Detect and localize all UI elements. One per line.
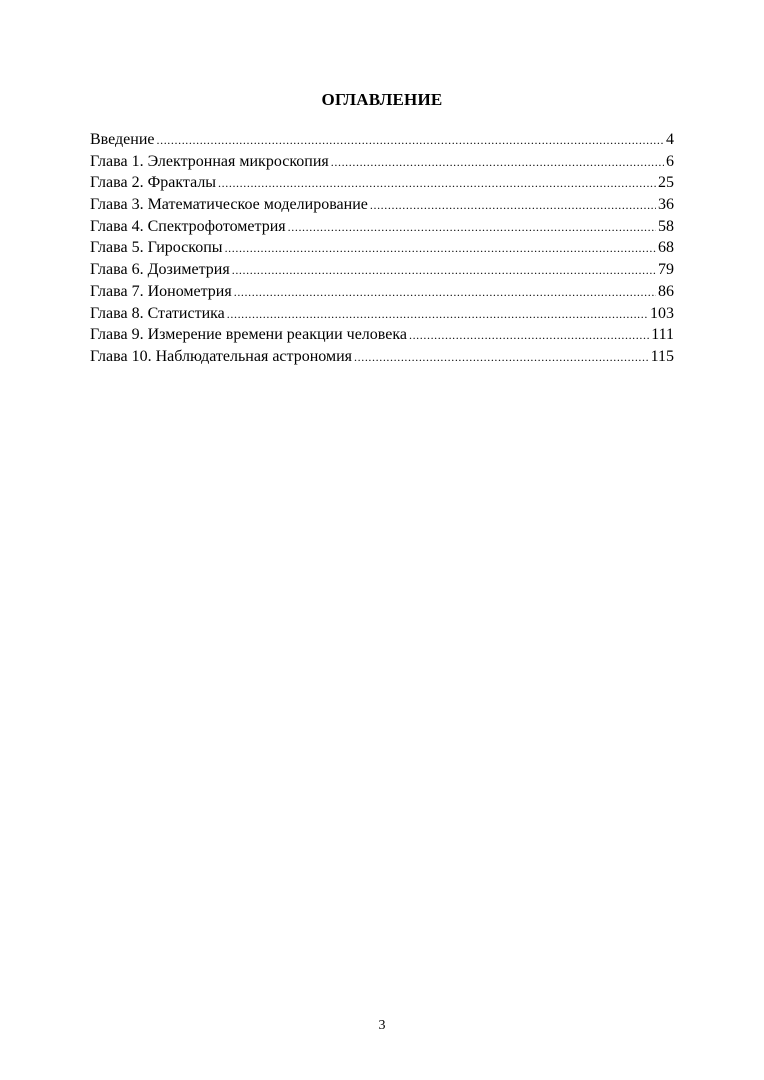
toc-entry-chapter-10[interactable]: [90, 346, 674, 368]
toc-entry-page: 115: [650, 347, 674, 365]
toc-entry-label: Введение: [90, 131, 155, 148]
toc-entry-chapter-2[interactable]: [90, 172, 674, 194]
toc-entry-chapter-6[interactable]: [90, 259, 674, 281]
toc-entry-page: 79: [658, 261, 674, 279]
toc-entry-chapter-4[interactable]: [90, 216, 674, 238]
toc-dot-leader: [218, 173, 656, 195]
toc-entry-page: 58: [658, 217, 674, 235]
toc-entry-label: Глава 9. Измерение времени реакции человека: [90, 326, 407, 344]
table-of-contents: [90, 129, 674, 368]
toc-dot-leader: [234, 282, 656, 304]
toc-entry-introduction[interactable]: [90, 129, 674, 151]
toc-entry-label: Глава 8. Статистика: [90, 304, 225, 322]
toc-entry-chapter-3[interactable]: [90, 194, 674, 216]
toc-entry-label: Глава 5. Гироскопы: [90, 239, 223, 257]
toc-dot-leader: [288, 217, 656, 239]
toc-entry-chapter-1[interactable]: [90, 151, 674, 173]
toc-dot-leader: [157, 130, 665, 152]
toc-entry-page: 111: [651, 326, 674, 344]
toc-dot-leader: [225, 238, 656, 260]
toc-entry-page: 103: [650, 304, 674, 322]
toc-entry-page: 4: [666, 131, 674, 148]
toc-dot-leader: [331, 152, 664, 174]
toc-dot-leader: [227, 304, 648, 326]
toc-dot-leader: [409, 325, 649, 347]
toc-dot-leader: [370, 195, 656, 217]
toc-entry-page: 6: [666, 152, 674, 170]
toc-entry-label: Глава 6. Дозиметрия: [90, 261, 230, 279]
toc-entry-page: 68: [658, 239, 674, 257]
toc-entry-label: Глава 2. Фракталы: [90, 174, 217, 192]
toc-entry-page: 86: [658, 282, 674, 300]
toc-entry-chapter-9[interactable]: [90, 324, 674, 346]
toc-title: ОГЛАВЛЕНИЕ: [321, 90, 443, 109]
toc-entry-chapter-8[interactable]: [90, 303, 674, 325]
toc-entry-page: 25: [658, 174, 674, 192]
toc-entry-label: Глава 3. Математическое моделирование: [90, 196, 368, 214]
toc-dot-leader: [354, 347, 649, 369]
toc-entry-label: Глава 10. Наблюдательная астрономия: [90, 347, 353, 365]
toc-dot-leader: [232, 260, 656, 282]
toc-entry-page: 36: [658, 196, 674, 214]
toc-entry-label: Глава 4. Спектрофотометрия: [90, 217, 286, 235]
toc-entry-label: Глава 7. Ионометрия: [90, 282, 232, 300]
toc-entry-chapter-5[interactable]: [90, 237, 674, 259]
page-number: 3: [378, 1018, 386, 1033]
toc-entry-chapter-7[interactable]: [90, 281, 674, 303]
toc-entry-label: Глава 1. Электронная микроскопия: [90, 152, 329, 170]
